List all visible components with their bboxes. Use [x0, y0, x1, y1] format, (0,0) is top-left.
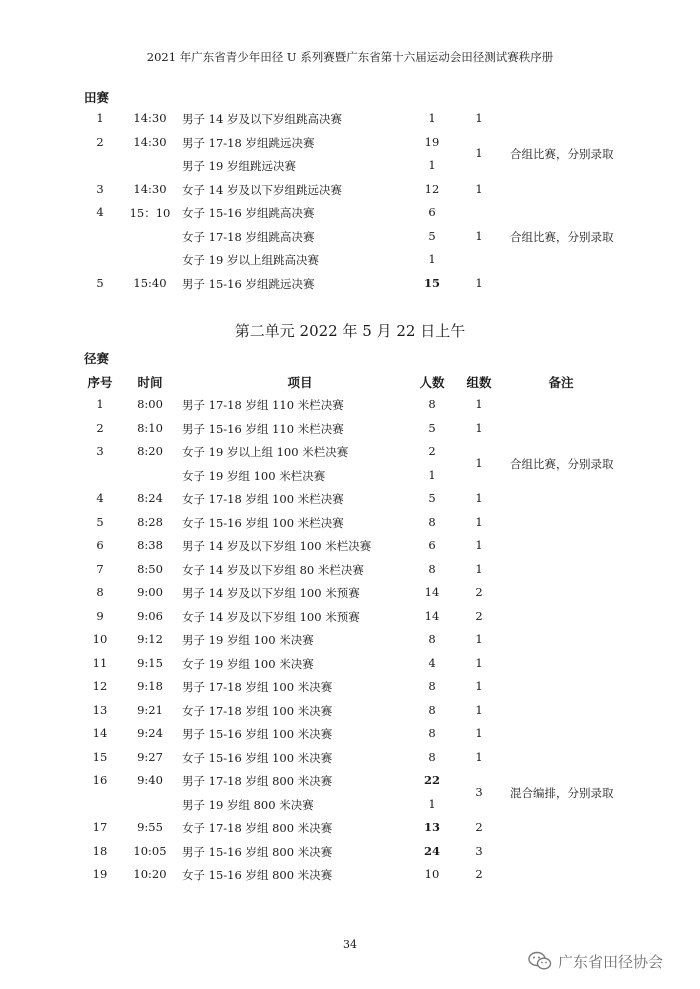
row-time: 9:24 — [137, 726, 163, 740]
group-count: 1 — [475, 397, 483, 411]
row-meta — [0, 111, 700, 134]
participant-count: 8 — [428, 397, 436, 411]
event-name: 女子 19 岁以上组跳高决赛 — [182, 253, 319, 267]
row-number: 1 — [96, 111, 104, 125]
row-time: 15：10 — [129, 206, 171, 220]
row-time: 14:30 — [133, 181, 167, 196]
event-name: 女子 17-18 岁组 100 米栏决赛 — [182, 492, 344, 506]
group-count: 1 — [475, 679, 483, 693]
row-time: 8:24 — [137, 491, 163, 505]
participant-count: 8 — [428, 702, 436, 717]
column-header-count: 人数 — [419, 375, 445, 390]
row-time: 15:40 — [133, 275, 167, 290]
event-name: 女子 15-16 岁组 100 米栏决赛 — [182, 515, 344, 530]
page-number: 34 — [343, 938, 357, 951]
row-note: 合组比赛，分别录取 — [510, 229, 614, 244]
row-meta — [0, 785, 700, 808]
row-note: 合组比赛，分别录取 — [510, 147, 614, 162]
wechat-icon — [528, 951, 552, 971]
group-count: 2 — [475, 867, 483, 881]
group-count: 2 — [475, 608, 483, 623]
event-name: 男子 14 岁及以下岁组跳高决赛 — [182, 112, 342, 126]
event-name: 女子 15-16 岁组跳高决赛 — [182, 206, 315, 220]
row-time: 8:00 — [137, 397, 163, 411]
row-time: 14:30 — [133, 134, 167, 149]
row-number: 13 — [92, 702, 108, 717]
column-header-time: 时间 — [137, 375, 163, 390]
participant-count: 22 — [423, 773, 440, 787]
row-time: 8:50 — [137, 561, 163, 576]
row-meta — [0, 609, 700, 632]
participant-count: 8 — [428, 679, 436, 693]
participant-count: 5 — [428, 491, 436, 505]
watermark — [528, 950, 663, 972]
group-count: 1 — [475, 655, 483, 670]
row-meta — [0, 726, 700, 749]
group-count: 1 — [475, 455, 483, 470]
row-note: 混合编排，分别录取 — [510, 785, 614, 800]
row-time: 8:28 — [137, 514, 163, 529]
row-number: 8 — [96, 585, 104, 599]
group-count: 3 — [475, 843, 483, 858]
row-number: 5 — [96, 275, 104, 290]
row-time: 9:21 — [137, 702, 163, 717]
row-number: 16 — [92, 773, 108, 787]
row-time: 9:18 — [137, 679, 163, 693]
row-number: 17 — [92, 820, 108, 834]
row-time: 9:06 — [137, 608, 163, 623]
event-name: 男子 14 岁及以下岁组 100 米栏决赛 — [182, 539, 372, 553]
row-number: 15 — [92, 749, 108, 764]
group-count: 1 — [475, 420, 483, 435]
row-time: 9:15 — [137, 655, 163, 670]
group-count: 2 — [475, 585, 483, 599]
row-time: 9:27 — [137, 749, 163, 764]
column-header-groups: 组数 — [466, 375, 492, 390]
row-meta — [0, 229, 700, 252]
row-note: 合组比赛，分别录取 — [510, 456, 614, 471]
event-name: 男子 15-16 岁组跳远决赛 — [182, 276, 315, 291]
event-name: 男子 19 岁组跳远决赛 — [182, 159, 296, 173]
participant-count: 8 — [428, 514, 436, 529]
row-number: 1 — [96, 397, 104, 411]
group-count: 1 — [475, 146, 483, 161]
table-row — [0, 252, 700, 275]
group-count: 3 — [475, 784, 483, 799]
event-name: 女子 19 岁以上组 100 米栏决赛 — [182, 445, 349, 459]
row-number: 3 — [96, 444, 104, 458]
event-name: 女子 17-18 岁组 100 米决赛 — [182, 703, 333, 718]
row-time: 10:20 — [133, 867, 167, 881]
participant-count: 12 — [424, 181, 440, 196]
row-time: 8:38 — [137, 538, 163, 552]
event-name: 男子 17-18 岁组 100 米决赛 — [182, 680, 333, 694]
track-section-label: 径赛 — [84, 351, 110, 366]
participant-count: 19 — [424, 134, 440, 149]
group-count: 1 — [475, 749, 483, 764]
row-meta — [0, 679, 700, 702]
participant-count: 1 — [428, 111, 436, 125]
participant-count: 4 — [428, 655, 436, 670]
event-name: 女子 14 岁及以下岁组跳远决赛 — [182, 182, 342, 197]
event-name: 男子 15-16 岁组 110 米栏决赛 — [182, 421, 344, 436]
row-meta — [0, 703, 700, 726]
column-header-note: 备注 — [548, 375, 574, 390]
row-time: 9:00 — [137, 585, 163, 599]
row-meta — [0, 867, 700, 890]
watermark-text: 广东省田径协会 — [558, 952, 664, 971]
column-header-num: 序号 — [87, 375, 113, 390]
row-meta — [0, 750, 700, 773]
field-section-label: 田赛 — [84, 90, 110, 105]
row-time: 9:40 — [137, 773, 163, 787]
row-time: 8:20 — [137, 444, 163, 458]
participant-count: 14 — [424, 585, 440, 599]
row-meta — [0, 632, 700, 655]
row-time: 9:55 — [137, 820, 163, 834]
event-name: 女子 14 岁及以下岁组 100 米预赛 — [182, 609, 360, 624]
participant-count: 24 — [423, 843, 440, 858]
event-name: 女子 15-16 岁组 100 米决赛 — [182, 750, 333, 765]
participant-count: 1 — [428, 158, 436, 172]
column-header-event: 项目 — [287, 375, 313, 390]
row-meta — [0, 515, 700, 538]
participant-count: 8 — [428, 561, 436, 576]
group-count: 1 — [475, 561, 483, 576]
row-time: 9:12 — [137, 632, 163, 646]
row-meta — [0, 456, 700, 479]
page-header: 2021 年广东省青少年田径 U 系列赛暨广东省第十六届运动会田径测试赛秩序册 — [146, 50, 554, 64]
row-number: 12 — [92, 679, 108, 693]
row-meta — [0, 538, 700, 561]
row-number: 3 — [96, 181, 104, 196]
row-meta — [0, 656, 700, 679]
participant-count: 6 — [428, 538, 436, 552]
event-name: 男子 17-18 岁组跳远决赛 — [182, 135, 315, 150]
row-number: 7 — [96, 561, 104, 576]
event-name: 男子 19 岁组 100 米决赛 — [182, 633, 314, 647]
row-number: 18 — [92, 843, 108, 858]
group-count: 2 — [475, 820, 483, 834]
event-name: 男子 17-18 岁组 110 米栏决赛 — [182, 398, 344, 412]
row-number: 2 — [96, 420, 104, 435]
participant-count: 1 — [428, 796, 436, 811]
group-count: 1 — [475, 538, 483, 552]
event-name: 男子 15-16 岁组 800 米决赛 — [182, 844, 333, 859]
participant-count: 13 — [423, 820, 440, 834]
group-count: 1 — [475, 514, 483, 529]
group-count: 1 — [475, 181, 483, 196]
event-name: 男子 15-16 岁组 100 米决赛 — [182, 727, 333, 741]
row-time: 8:10 — [137, 420, 163, 435]
row-meta — [0, 146, 700, 169]
row-time: 14:30 — [133, 111, 167, 125]
row-number: 9 — [96, 608, 104, 623]
event-name: 女子 17-18 岁组 800 米决赛 — [182, 821, 333, 835]
row-number: 19 — [92, 867, 108, 881]
row-number: 4 — [96, 491, 104, 505]
row-time: 10:05 — [133, 843, 167, 858]
row-meta — [0, 844, 700, 867]
event-name: 男子 19 岁组 800 米决赛 — [182, 797, 314, 812]
event-name: 女子 14 岁及以下岁组 80 米栏决赛 — [182, 562, 364, 577]
row-meta — [0, 562, 700, 585]
event-name: 男子 14 岁及以下岁组 100 米预赛 — [182, 586, 360, 600]
participant-count: 5 — [428, 228, 436, 243]
row-meta — [0, 397, 700, 420]
row-meta — [0, 421, 700, 444]
table-row — [0, 205, 700, 228]
group-count: 1 — [475, 726, 483, 740]
row-meta — [0, 820, 700, 843]
participant-count: 5 — [428, 420, 436, 435]
row-meta — [0, 182, 700, 205]
row-number: 10 — [92, 632, 108, 646]
group-count: 1 — [475, 632, 483, 646]
event-name: 女子 19 岁组 100 米栏决赛 — [182, 468, 326, 483]
unit-title: 第二单元 2022 年 5 月 22 日上午 — [234, 322, 466, 340]
participant-count: 1 — [428, 467, 436, 482]
row-number: 2 — [96, 134, 104, 149]
row-meta — [0, 276, 700, 299]
participant-count: 6 — [428, 205, 436, 219]
row-meta — [0, 491, 700, 514]
group-count: 1 — [475, 111, 483, 125]
group-count: 1 — [475, 491, 483, 505]
participant-count: 1 — [428, 252, 436, 266]
group-count: 1 — [475, 228, 483, 243]
row-number: 6 — [96, 538, 104, 552]
participant-count: 14 — [424, 608, 440, 623]
participant-count: 8 — [428, 726, 436, 740]
participant-count: 2 — [428, 444, 436, 458]
row-number: 5 — [96, 514, 104, 529]
event-name: 女子 17-18 岁组跳高决赛 — [182, 229, 315, 244]
row-number: 11 — [92, 655, 108, 670]
group-count: 1 — [475, 702, 483, 717]
event-name: 女子 19 岁组 100 米决赛 — [182, 656, 314, 671]
participant-count: 8 — [428, 749, 436, 764]
row-meta — [0, 585, 700, 608]
row-number: 4 — [96, 205, 104, 219]
group-count: 1 — [475, 275, 483, 290]
row-number: 14 — [92, 726, 108, 740]
participant-count: 8 — [428, 632, 436, 646]
event-name: 男子 17-18 岁组 800 米决赛 — [182, 774, 333, 788]
participant-count: 15 — [423, 275, 440, 290]
event-name: 女子 15-16 岁组 800 米决赛 — [182, 868, 333, 882]
participant-count: 10 — [424, 867, 440, 881]
